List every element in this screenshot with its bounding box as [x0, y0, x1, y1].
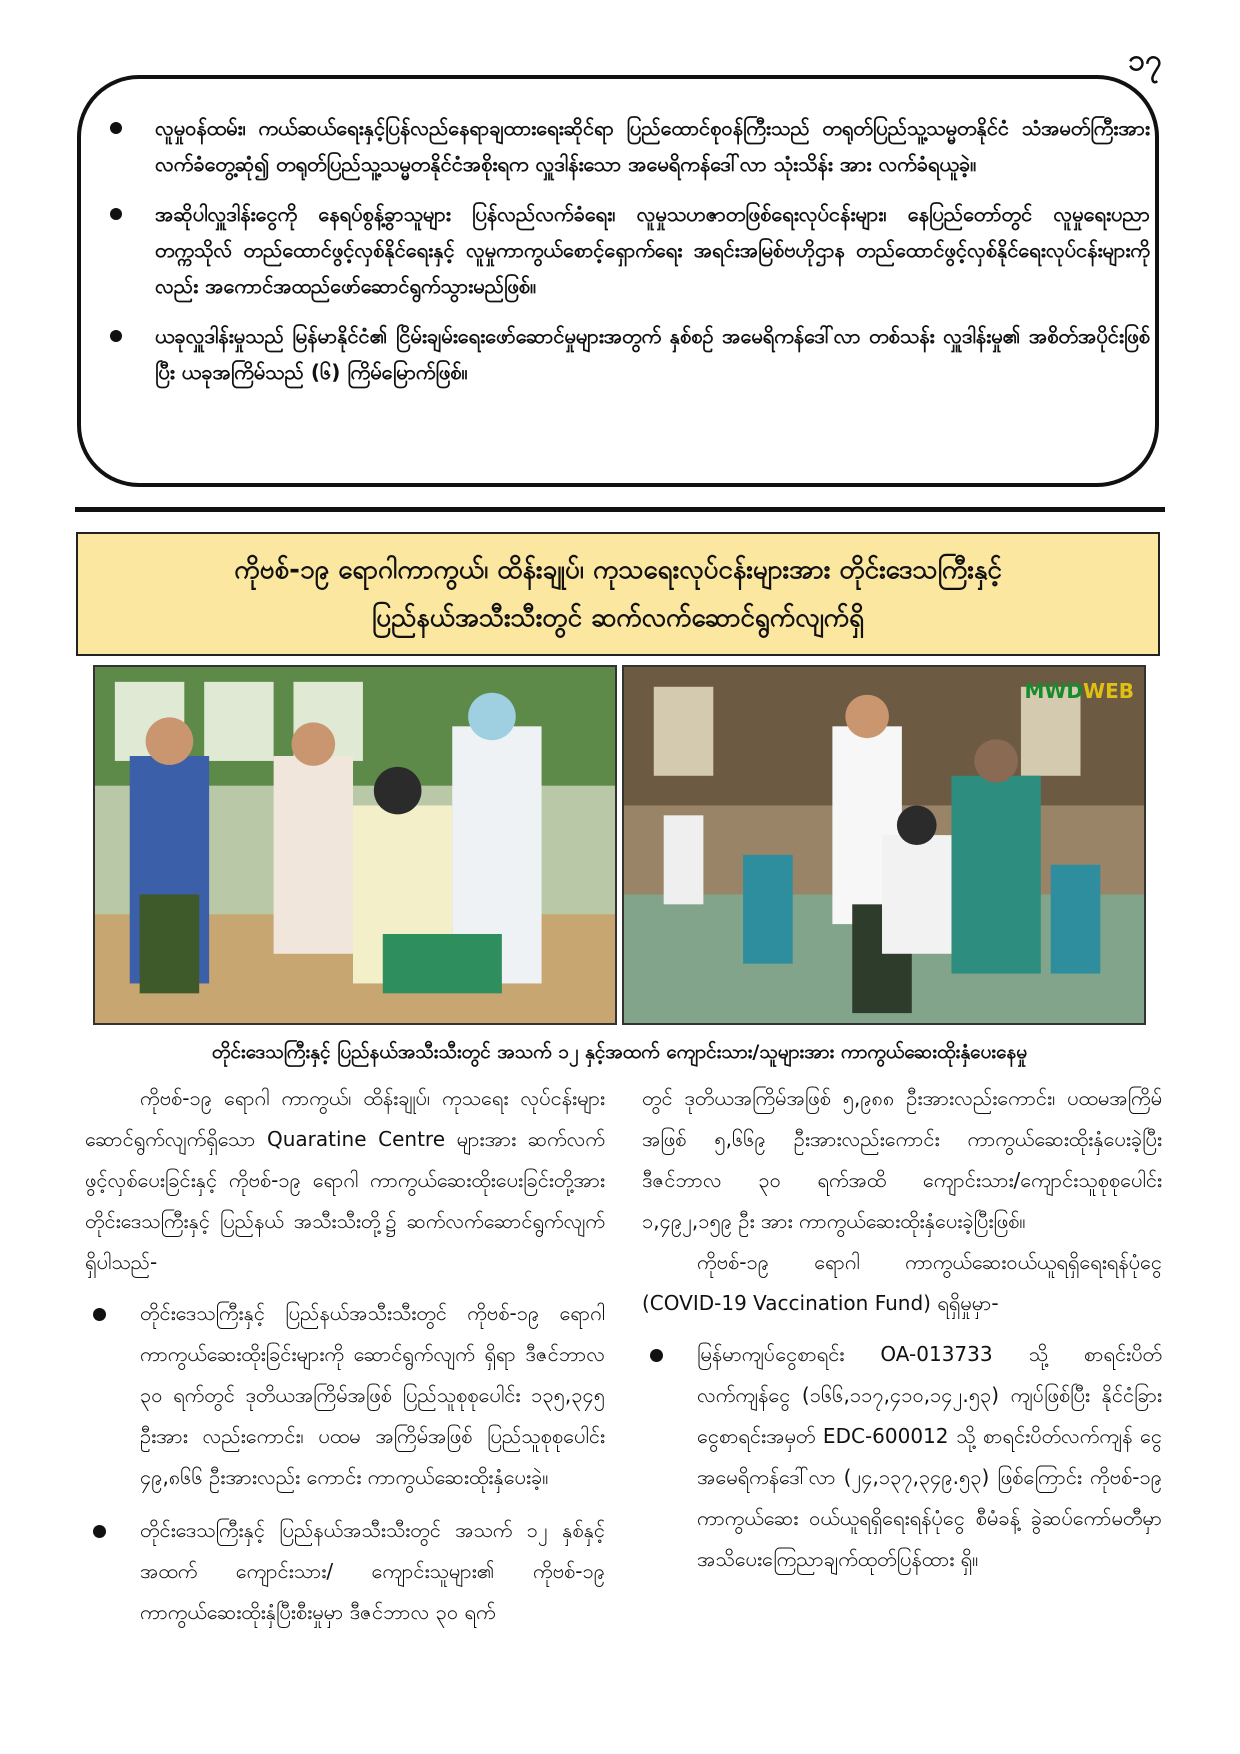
bullet-icon — [93, 1308, 106, 1321]
fund-intro-paragraph: ကိုဗစ်-၁၉ ရောဂါ ကာကွယ်ဆေးဝယ်ယူရရှိရေးရန်ပုံငွေ (COVID-19 Vaccination Fund) ရရှိမှုမှာ- — [642, 1250, 1162, 1315]
headline-line-2: ပြည်နယ်အသီးသီးတွင် ဆက်လက်ဆောင်ရွက်လျက်ရှိ — [371, 603, 865, 633]
summary-bullet-list — [100, 110, 1150, 404]
left-bullet-item — [85, 1293, 605, 1498]
right-bullet-text: မြန်မာကျပ်ငွေစာရင်း OA-013733 သို့ စာရင်းပိတ်လက်ကျန်ငွေ (၁၆၆,၁၁၇,၄၁၀,၁၄၂.၅၃) ကျပ်ဖြစ်ပြီး နိုင်ငံခြား ငွေစာရင်းအမှတ် EDC-600012 သို့ စာရင်းပိတ်လက်ကျန် ငွေ အမေရိကန်ဒေါ်လာ (၂၄,၁၃၇,၃၄၉.၅၃) ဖြစ်ကြောင်း ကိုဗစ်-၁၉ ကာကွယ်ဆေး ဝယ်ယူရရှိရေးရန်ပုံငွေ စီမံခန့် ခွဲဆပ်ကော်မတီမှာ အသိပေးကြေညာချက်ထုတ်ပြန်ထား ရှိ။ — [697, 1342, 1162, 1571]
watermark-logo — [1024, 679, 1134, 703]
right-column — [642, 1078, 1162, 1592]
left-bullet-item — [85, 1510, 605, 1633]
photo-vaccination-left — [93, 665, 617, 1025]
section-divider — [75, 507, 1165, 512]
bullet-icon — [110, 330, 122, 342]
photo-left-illustration — [95, 667, 615, 1023]
bullet-icon — [93, 1525, 106, 1538]
photo-caption: တိုင်းဒေသကြီးနှင့် ပြည်နယ်အသီးသီးတွင် အသက် ၁၂ နှင့်အထက် ကျောင်းသား/သူများအား ကာကွယ်ဆေးထိုးနှံပေးနေမှု — [211, 1041, 1028, 1063]
headline-line-1: ကိုဗစ်-၁၉ ရောဂါကာကွယ်၊ ထိန်းချုပ်၊ ကုသရေးလုပ်ငန်းများအား တိုင်းဒေသကြီးနှင့် — [234, 555, 1002, 585]
summary-bullet-text: အဆိုပါလှူဒါန်းငွေကို နေရပ်စွန့်ခွာသူများ ပြန်လည်လက်ခံရေး၊ လူမှုသဟဇာတဖြစ်ရေးလုပ်ငန်းများ၊ နေပြည်တော်တွင် လူမှုရေးပညာတက္ကသိုလ် တည်ထောင်ဖွင့်လှစ်နိုင်ရေးနှင့် လူမှုကာကွယ်စောင့်ရှောက်ရေး အရင်းအမြစ်ဗဟိုဌာန တည်ထောင်ဖွင့်လှစ်နိုင်ရေးလုပ်ငန်းများကိုလည်း အကောင်အထည်ဖော်ဆောင်ရွက်သွားမည်ဖြစ်။ — [155, 202, 1150, 298]
right-bullet-item — [642, 1334, 1162, 1580]
bullet-icon — [650, 1349, 663, 1362]
summary-bullet-item — [100, 318, 1150, 390]
watermark-suffix: WEB — [1083, 679, 1134, 703]
summary-bullet-item — [100, 196, 1150, 304]
watermark-brand: MWD — [1024, 679, 1084, 703]
left-bullet-text: တိုင်းဒေသကြီးနှင့် ပြည်နယ်အသီးသီးတွင် အသက် ၁၂ နှစ်နှင့်အထက် ကျောင်းသား/ ကျောင်းသူများ၏ ကိုဗစ်-၁၉ ကာကွယ်ဆေးထိုးနှံပြီးစီးမှုမှာ ဒီဇင်ဘာလ ၃၀ ရက် — [140, 1518, 605, 1624]
right-bullet-list — [642, 1334, 1162, 1580]
bullet-icon — [110, 122, 122, 134]
photo-right-illustration — [624, 667, 1144, 1023]
left-bullet-text: တိုင်းဒေသကြီးနှင့် ပြည်နယ်အသီးသီးတွင် ကိုဗစ်-၁၉ ရောဂါ ကာကွယ်ဆေးထိုးခြင်းများကို ဆောင်ရွက်လျက် ရှိရာ ဒီဇင်ဘာလ ၃၀ ရက်တွင် ဒုတိယအကြိမ်အဖြစ် ပြည်သူစုစုပေါင်း ၁၃၅,၃၄၅ ဦးအား လည်းကောင်း၊ ပထမ အကြိမ်အဖြစ် ပြည်သူစုစုပေါင်း ၄၉,၈၆၆ ဦးအားလည်း ကောင်း ကာကွယ်ဆေးထိုးနှံပေးခဲ့။ — [140, 1301, 605, 1489]
summary-bullet-item — [100, 110, 1150, 182]
summary-bullet-text: ယခုလှူဒါန်းမှုသည် မြန်မာနိုင်ငံ၏ ငြိမ်းချမ်းရေးဖော်ဆောင်မှုများအတွက် နှစ်စဉ် အမေရိကန်ဒေါ်လာ တစ်သန်း လှူဒါန်းမှု၏ အစိတ်အပိုင်းဖြစ်ပြီး ယခုအကြိမ်သည် (၆) ကြိမ်မြောက်ဖြစ်။ — [155, 324, 1150, 384]
continuation-paragraph: တွင် ဒုတိယအကြိမ်အဖြစ် ၅,၉၈၈ ဦးအားလည်းကောင်း၊ ပထမအကြိမ်အဖြစ် ၅,၆၆၉ ဦးအားလည်းကောင်း ကာကွယ်ဆေးထိုးနှံပေးခဲ့ပြီး ဒီဇင်ဘာလ ၃၀ ရက်အထိ ကျောင်းသား/ကျောင်းသူစုစုပေါင်း ၁,၄၉၂,၁၅၉ ဦး အား ကာကွယ်ဆေးထိုးနှံပေးခဲ့ပြီးဖြစ်။ — [642, 1086, 1162, 1233]
page-number: ၁၇ — [1128, 43, 1162, 78]
bullet-icon — [110, 208, 122, 220]
left-bullet-list — [85, 1293, 605, 1633]
summary-bullet-text: လူမှုဝန်ထမ်း၊ ကယ်ဆယ်ရေးနှင့်ပြန်လည်နေရာချထားရေးဆိုင်ရာ ပြည်ထောင်စုဝန်ကြီးသည် တရုတ်ပြည်သူ့သမ္မတနိုင်ငံ သံအမတ်ကြီးအား လက်ခံတွေ့ဆုံ၍ တရုတ်ပြည်သူ့သမ္မတနိုင်ငံအစိုးရက လှူဒါန်းသော အမေရိကန်ဒေါ်လာ သုံးသိန်း အား လက်ခံရယူခဲ့။ — [155, 116, 1150, 176]
article-headline — [76, 532, 1160, 656]
photo-vaccination-right — [622, 665, 1146, 1025]
left-column — [85, 1078, 605, 1645]
intro-paragraph: ကိုဗစ်-၁၉ ရောဂါ ကာကွယ်၊ ထိန်းချုပ်၊ ကုသရေး လုပ်ငန်းများ ဆောင်ရွက်လျက်ရှိသော Quaratine Centre များအား ဆက်လက်ဖွင့်လှစ်ပေးခြင်းနှင့် ကိုဗစ်-၁၉ ရောဂါ ကာကွယ်ဆေးထိုးပေးခြင်းတို့အား တိုင်းဒေသကြီးနှင့် ပြည်နယ် အသီးသီးတို့၌ ဆက်လက်ဆောင်ရွက်လျက်ရှိပါသည်- — [85, 1086, 605, 1274]
